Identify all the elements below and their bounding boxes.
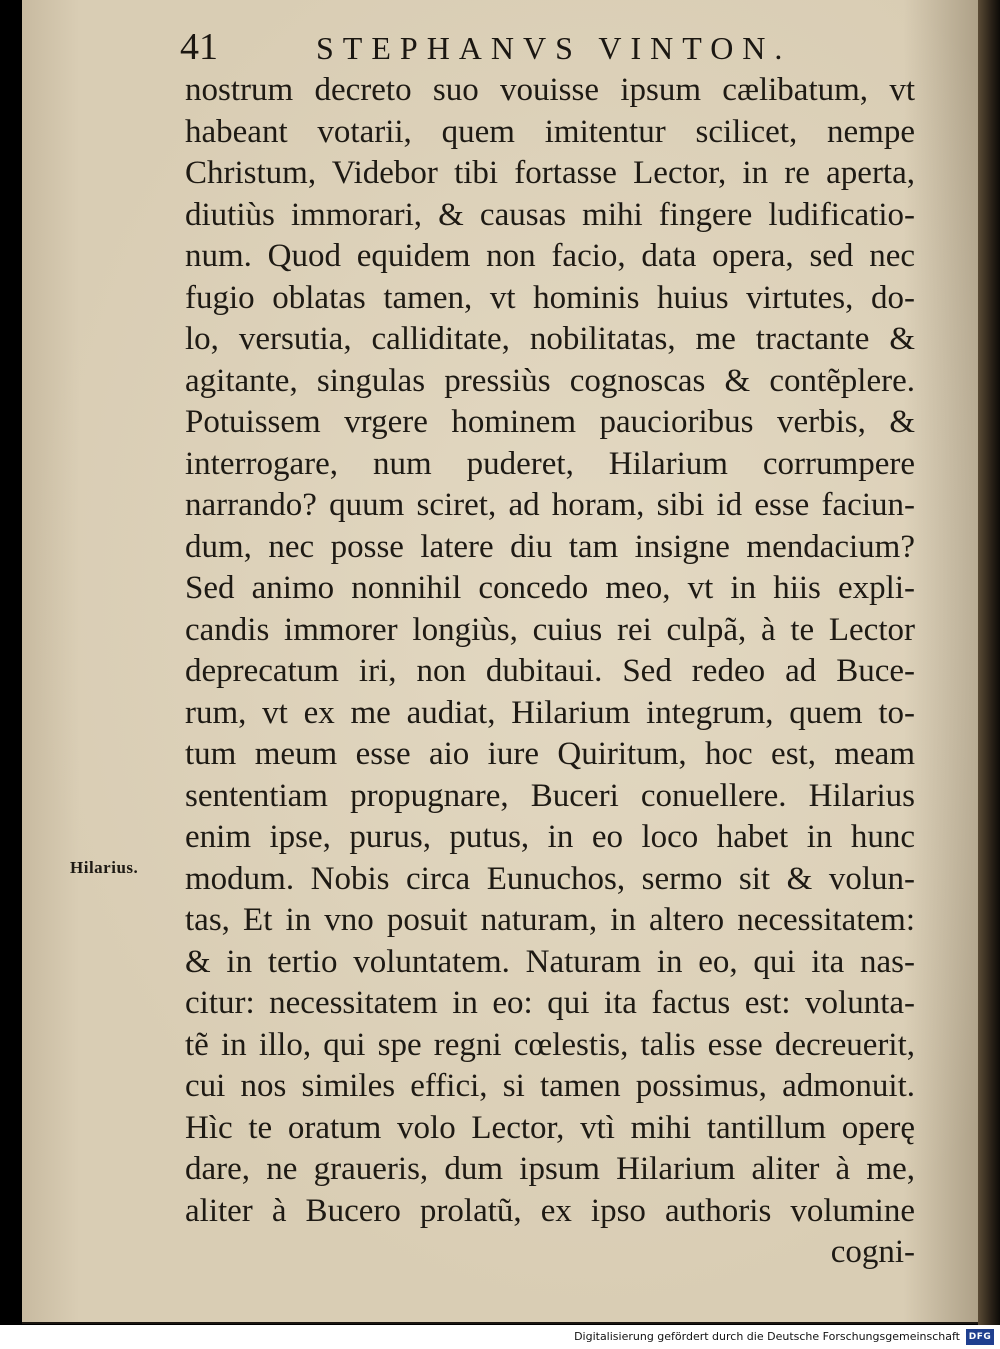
text-line: modum. Nobis circa Eunuchos, sermo sit & volun- (185, 860, 915, 897)
text-line: num. Quod equidem non facio, data opera, sed nec (185, 238, 915, 274)
book-page (22, 0, 980, 1324)
text-line: cui nos similes effici, si tamen possimus, admonuit. (185, 1068, 915, 1104)
funding-credit: Digitalisierung gefördert durch die Deutsche Forschungsgemeinschaft (574, 1330, 960, 1343)
catchword: cogni- (830, 1234, 915, 1270)
text-line: fugio oblatas tamen, vt hominis huius virtutes, do- (185, 279, 915, 316)
text-line: agitante, singulas pressiùs cognoscas & contẽplere. (185, 362, 915, 399)
body-text (185, 70, 915, 1274)
text-line: tas, Et in vno posuit naturam, in altero necessitatem: (185, 902, 915, 938)
text-line: tum meum esse aio iure Quiritum, hoc est, meam (185, 736, 915, 772)
text-line: habeant votarii, quem imitentur scilicet, nempe (185, 113, 915, 150)
text-line: rum, vt ex me audiat, Hilarium integrum, quem to- (185, 694, 915, 731)
text-line: lo, versutia, calliditate, nobilitatas, me tractante & (185, 321, 915, 357)
text-line: tẽ in illo, qui spe regni cœlestis, talis esse decreuerit, (185, 1026, 915, 1063)
page-header (180, 22, 940, 72)
text-line: enim ipse, purus, putus, in eo loco habet in hunc (185, 819, 915, 855)
text-line: Christum, Videbor tibi fortasse Lector, in re aperta, (185, 155, 915, 191)
text-line: Sed animo nonnihil concedo meo, vt in hiis expli- (185, 570, 915, 606)
running-head: STEPHANVS VINTON. (316, 30, 792, 66)
text-line: nostrum decreto suo vouisse ipsum cælibatum, vt (185, 72, 915, 108)
text-line: narrando? quum sciret, ad horam, sibi id esse faciun- (185, 487, 915, 523)
footer-bar (0, 1325, 1000, 1349)
page-edge (978, 0, 1000, 1325)
page-number: 41 (180, 26, 218, 68)
margin-note: Hilarius. (70, 858, 139, 877)
text-line: aliter à Bucero prolatũ, ex ipso authoris volumine (185, 1192, 915, 1229)
text-line: interrogare, num puderet, Hilarium corrumpere (185, 445, 915, 482)
text-line: candis immorer longiùs, cuius rei culpã, à te Lector (185, 611, 915, 648)
text-line: citur: necessitatem in eo: qui ita factus est: volunta- (185, 985, 915, 1021)
dfg-logo-icon: DFG (966, 1329, 994, 1345)
text-line: sententiam propugnare, Buceri conuellere. Hilarius (185, 777, 915, 814)
text-line: Hìc te oratum volo Lector, vtì mihi tantillum operę (185, 1109, 915, 1146)
text-line: Potuissem vrgere hominem paucioribus verbis, & (185, 404, 915, 440)
text-line: deprecatum iri, non dubitaui. Sed redeo ad Buce- (185, 653, 915, 689)
text-line: & in tertio voluntatem. Naturam in eo, qui ita nas- (185, 943, 915, 980)
text-line: diutiùs immorari, & causas mihi fingere ludificatio- (185, 196, 915, 233)
text-line: dare, ne graueris, dum ipsum Hilarium aliter à me, (185, 1151, 915, 1187)
text-line: dum, nec posse latere diu tam insigne mendacium? (185, 528, 915, 565)
